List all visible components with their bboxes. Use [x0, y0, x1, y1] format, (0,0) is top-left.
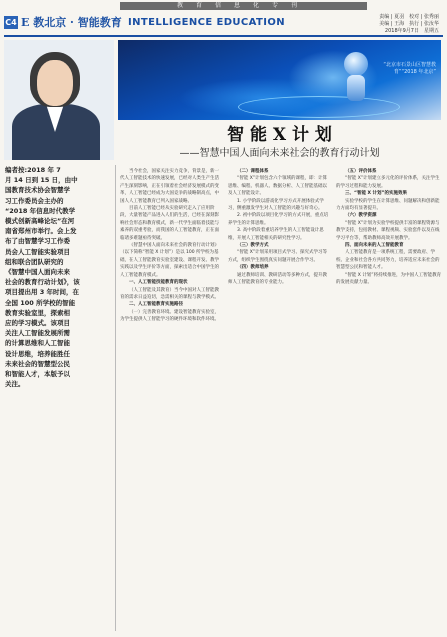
section-heading: 二、人工智能教育实施路径 [129, 302, 183, 308]
paragraph: 3. 高中阶段着重培养学生的人工智能设计思维，开展人工智能相关的研究性学习。 [228, 228, 324, 241]
editor-note-line: 模式创新高峰论坛”在河 [5, 217, 75, 226]
editor-note-line: 教育实验室里，探索相 [5, 308, 70, 317]
paragraph: “智能 X”计划建立多元化的评价体系，关注学生的学习过程和能力发展。 [336, 176, 440, 189]
editor-note-line: 组和联合团队研究的 [5, 257, 64, 266]
editor-note-line: 员会人工智能实验项目 [5, 247, 70, 256]
date-line: 2018年9月7日 星期五 [384, 28, 439, 34]
paragraph: “智能 X”计划包含六个领域的课程，即：计算思维、编程、机器人、数据分析、人工智能基础以及人工智能设计。 [228, 176, 327, 197]
paragraph: 通过教师培训、教研活动等多种方式，提升教师人工智能教育的专业能力。 [228, 272, 327, 286]
article-headline: 智 能 X 计 划 [227, 125, 332, 145]
paragraph: 实验学校的学生在计算思维、问题解决和创新能力方面均有显著提升。 [336, 198, 440, 212]
editor-note-line: 全国 100 所学校的智能 [5, 298, 76, 307]
editor-note-line: 关注人工智能发展所需 [5, 329, 70, 338]
section-heading: （四）教师培养 [237, 265, 269, 271]
paragraph: “智能 X”计划为实验学校提供丰富的课程资源与教学支持，包括教材、课程视频、实验套件以及在线学习平台等，帮助教师高效开展教学。 [336, 220, 440, 241]
editor-note-line: 社会的教育行动计划》，该 [5, 278, 80, 287]
editor-note-line: 项目提出用 3 年时间，在 [5, 288, 80, 297]
credit-line: 责编 | 夏羽 校对 | 张秀丽 [379, 14, 439, 20]
masthead-strip [0, 0, 447, 13]
paragraph: “智能 X 计划”将持续推进，为中国人工智能教育的发展贡献力量。 [336, 272, 442, 286]
page-number: C4 [5, 18, 17, 27]
banner-slogan: “北京市石景山区智慧教育”“2018 年北京” [383, 62, 436, 75]
page-header [0, 13, 447, 35]
editor-note-line: 月 14 日到 15 日，由中 [5, 176, 78, 185]
editor-note [5, 165, 113, 389]
editor-note-line: 关注。 [5, 380, 25, 389]
header-rule [4, 35, 443, 37]
editor-note-line: 《智慧中国人面向未来 [5, 268, 70, 277]
editor-note-line: 设计思维，培养能胜任 [5, 349, 70, 358]
paragraph: “智能 X”计划采用项目式学习、探究式学习等方式，组织学生围绕真实问题开展合作学习。 [228, 250, 327, 263]
editor-note-line: 国教育技术协会智慧学 [5, 186, 70, 195]
paragraph: 当今社会，国家关注实力竞争，背景是，新一代人工智能技术的快速发展，已经对人类生产生活产生深刻影响，正在引领着社会经济发展模式的变革，人工智能已经成为大国竞争的战略制高点，中国人人工智能教育已列入国家战略。 [120, 169, 219, 204]
paragraph: 目前人工智能已经从实验研究走入了应用阶段，大量智能产品进入人们的生活，已经在深刻影响社会形态和教育模式，新一代学生面临着技能与素养的双重考验，而我国的人工智能教育，正在面临诸多难题亟待突破。 [120, 206, 219, 241]
credit-line: 美编 | 王海 执行 | 张汝华 [379, 21, 439, 27]
ai-banner-image [118, 40, 441, 120]
editor-credits [379, 14, 439, 35]
editor-note-line: 布了由智慧学习工作委 [5, 237, 70, 246]
article-subheadline: ——智慧中国人面向未来社会的教育行动计划 [179, 148, 380, 159]
section-heading: 四、面向未来的人工智能教育 [345, 243, 404, 249]
editor-note-line: 未来社会的智慧型公民 [5, 359, 70, 368]
editor-note-line: 的计算思维和人工智能 [5, 339, 70, 348]
column-divider [115, 165, 116, 631]
section-name-en: INTELLIGENCE EDUCATION [128, 17, 286, 28]
editor-note-line: 和智能人才，本版予以 [5, 370, 70, 379]
section-heading: （六）教学资源 [345, 213, 377, 219]
editor-note-line: 习工作委员会主办的 [5, 196, 64, 205]
paragraph: （人工智能及其教育）当今中国对人工智能教育的需求日益迫切，急需相关的课程与教学模式。 [120, 287, 219, 300]
special-issue-label: 教育信息化专刊 [176, 2, 310, 9]
portrait-face [37, 60, 73, 106]
article-column-1 [120, 168, 222, 633]
section-name: E 教北京 · 智能教育 [21, 16, 122, 29]
section-heading: （三）教学方式 [237, 243, 269, 249]
robot-head-icon [344, 52, 368, 76]
banner-ring [238, 96, 400, 118]
section-heading: （二）课程体系 [237, 169, 269, 174]
section-heading: 一、人工智能技能教育的现状 [129, 280, 188, 286]
editor-note-line: 应的学习模式。该项目 [5, 319, 70, 328]
paragraph: 《智慧中国人面向未来社会的教育行动计划》（以下简称“智能 X 计划”）是以 100 所学校为基础，在人工智能教育实验室建设、课程开发、教学实践以及学生评价等方面，探索出适合中国学生的人工智能教育模式。 [120, 243, 219, 278]
article-column-3 [336, 168, 442, 633]
paragraph: 2. 初中阶段以项目化学习的方式开展，重点培养学生的计算思维。 [228, 213, 329, 226]
section-heading: 三、“智能 X 计划”的实施效果 [345, 191, 408, 197]
paragraph: （一）完善教育环境。建设智能教育实验室，为学生提供人工智能学习的硬件环境和软件环境。 [120, 309, 219, 323]
paragraph: 人工智能教育是一项系统工程，需要政府、学校、企业和社会各方共同努力，培养适应未来社会的智慧型公民和智能人才。 [336, 250, 440, 271]
special-issue-strip [120, 2, 367, 10]
article-column-2 [228, 168, 330, 633]
editor-note-line: 编者按:2018 年 7 [5, 166, 61, 174]
editor-note-line: “2018 年信息时代教学 [5, 206, 76, 215]
section-heading: （五）评价体系 [345, 169, 377, 174]
robot-body-icon [347, 75, 365, 101]
paragraph: 1. 小学阶段以游戏化学习方式开展体验式学习，侧重激发学生对人工智能的兴趣与好奇心。 [228, 198, 324, 212]
editor-note-line: 南省郑州市举行。会上发 [5, 227, 77, 236]
